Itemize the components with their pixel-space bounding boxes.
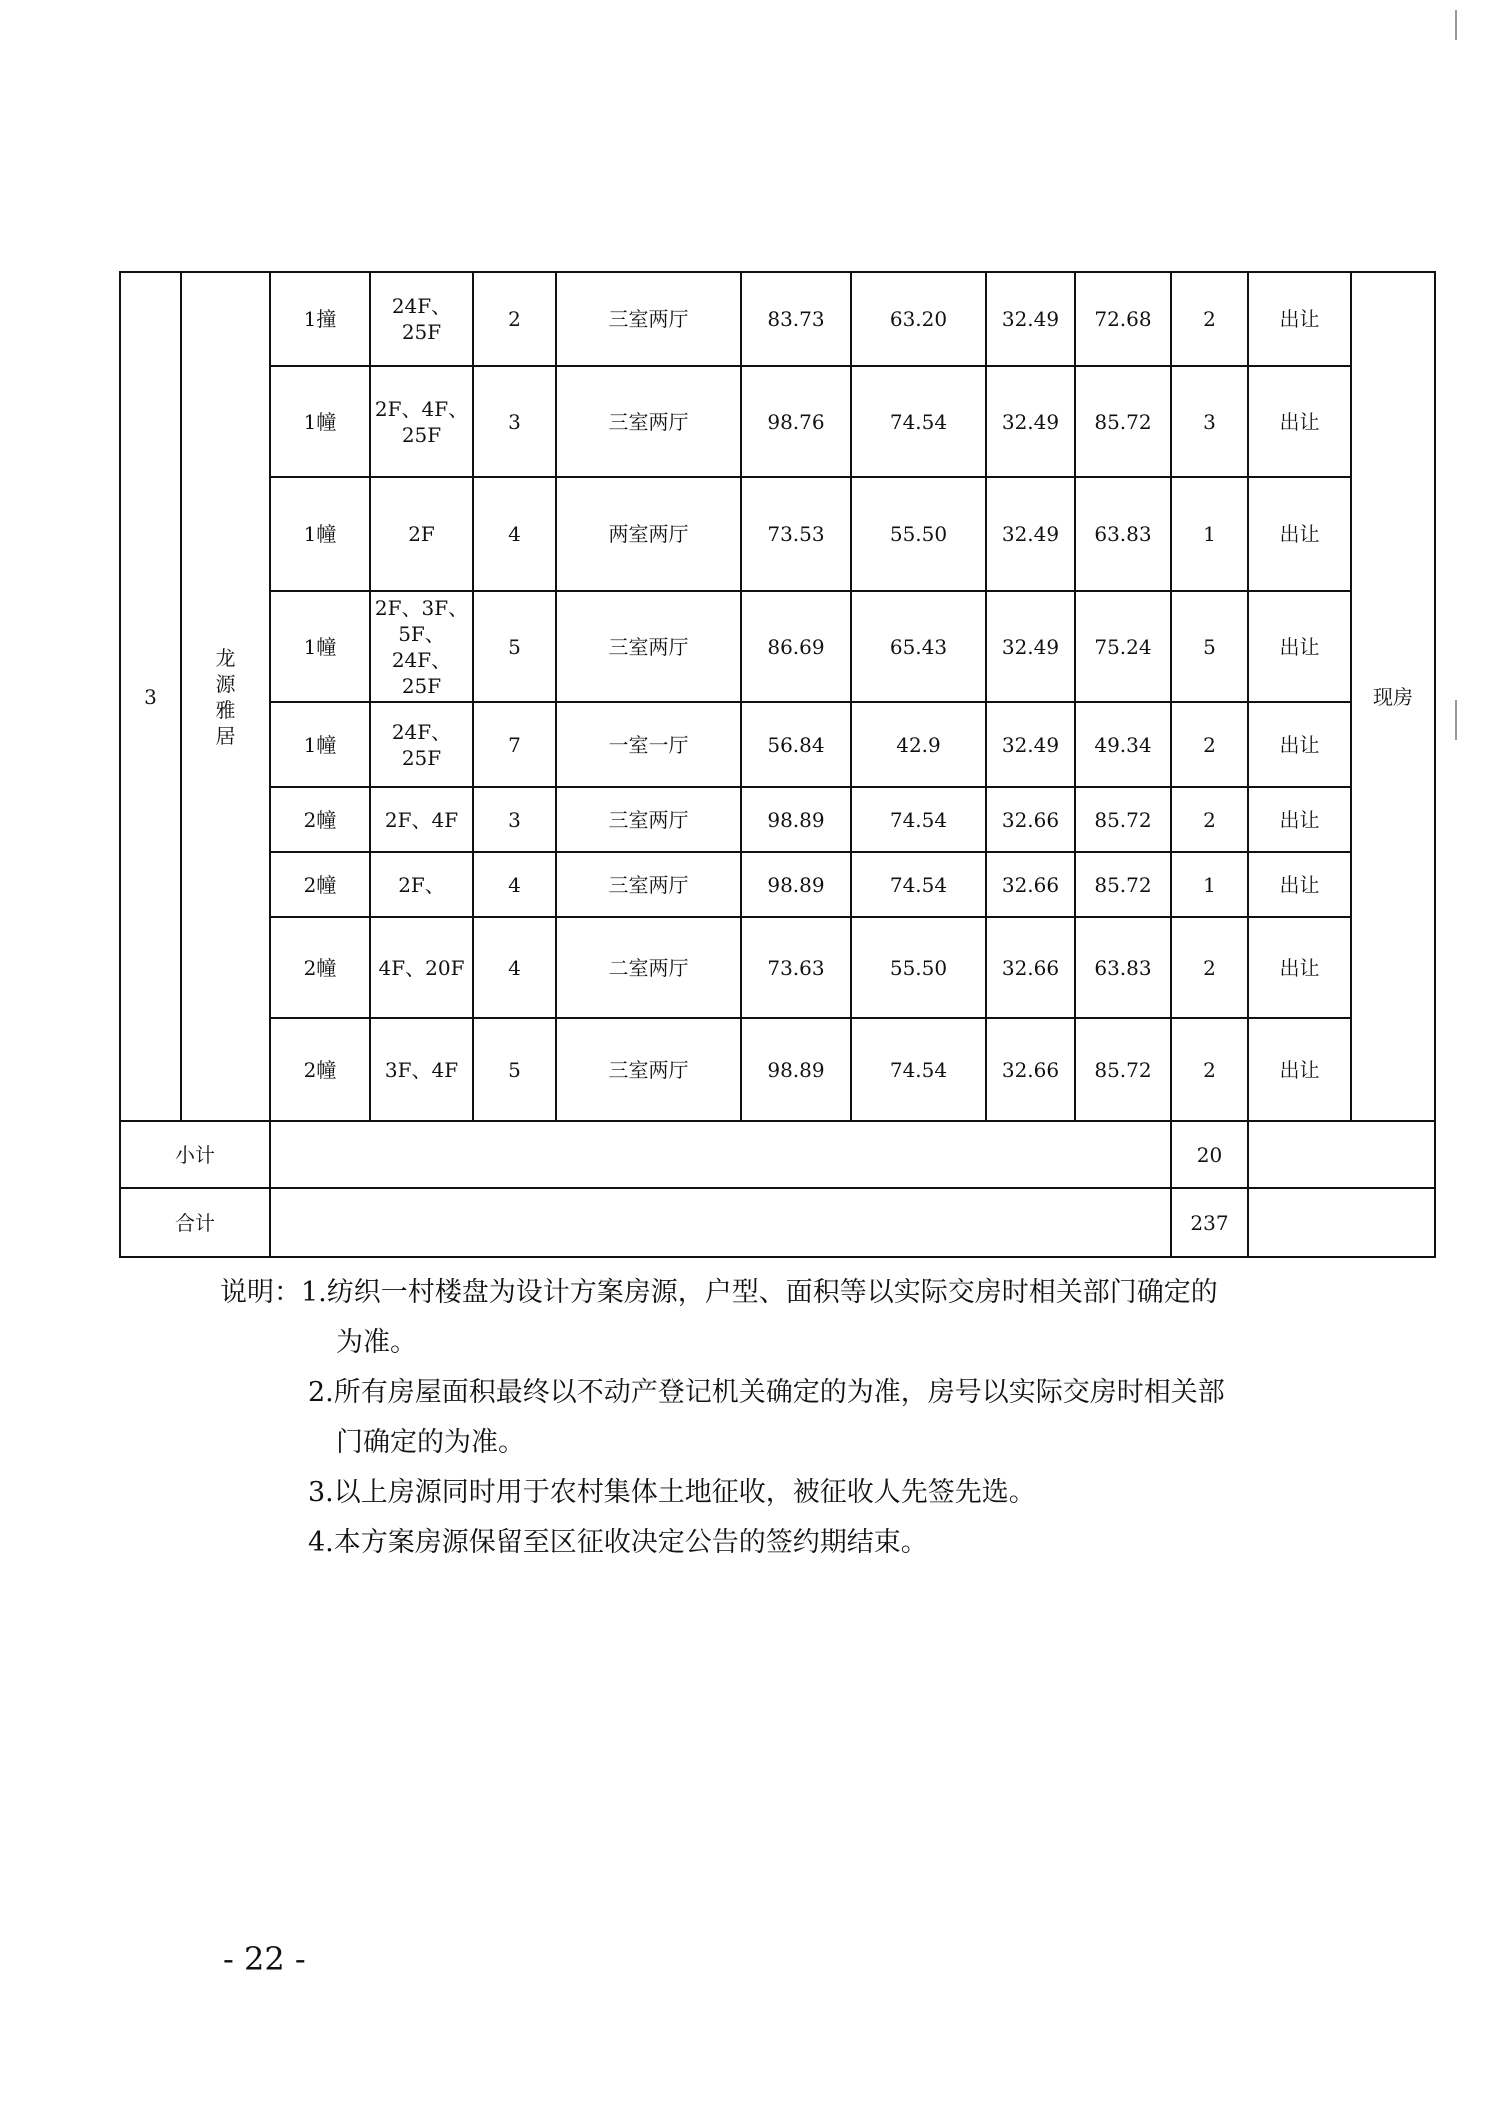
table-cell: 72.68 bbox=[1075, 272, 1171, 366]
housing-table bbox=[119, 271, 1436, 1258]
table-cell: 63.83 bbox=[1075, 917, 1171, 1018]
table-cell: 3 bbox=[1171, 366, 1248, 477]
table-cell: 85.72 bbox=[1075, 366, 1171, 477]
table-cell: 65.43 bbox=[851, 591, 986, 702]
note-4: 4.本方案房源保留至区征收决定公告的签约期结束。 bbox=[308, 1527, 928, 1558]
table-cell: 出让 bbox=[1248, 702, 1351, 787]
table-cell: 73.63 bbox=[741, 917, 851, 1018]
note-2: 2.所有房屋面积最终以不动产登记机关确定的为准，房号以实际交房时相关部 bbox=[308, 1377, 1225, 1408]
empty-cell bbox=[1248, 1188, 1435, 1257]
note-3: 3.以上房源同时用于农村集体土地征收，被征收人先签先选。 bbox=[308, 1477, 1036, 1508]
table-cell: 32.49 bbox=[986, 366, 1075, 477]
table-cell: 75.24 bbox=[1075, 591, 1171, 702]
table-cell: 出让 bbox=[1248, 852, 1351, 917]
note-1-cont: 为准。 bbox=[336, 1327, 417, 1358]
table-cell: 2幢 bbox=[270, 787, 370, 852]
table-cell: 32.66 bbox=[986, 852, 1075, 917]
table-cell: 32.66 bbox=[986, 1018, 1075, 1121]
table-cell: 2F、3F、5F、24F、25F bbox=[370, 591, 473, 702]
table-row bbox=[120, 477, 1435, 591]
table-cell: 2F bbox=[370, 477, 473, 591]
table-cell: 42.9 bbox=[851, 702, 986, 787]
table-cell: 32.66 bbox=[986, 787, 1075, 852]
table-cell: 98.89 bbox=[741, 787, 851, 852]
empty-cell bbox=[270, 1188, 1171, 1257]
empty-cell bbox=[270, 1121, 1171, 1188]
table-cell: 85.72 bbox=[1075, 787, 1171, 852]
table-cell: 74.54 bbox=[851, 1018, 986, 1121]
table-cell: 85.72 bbox=[1075, 852, 1171, 917]
table-row bbox=[120, 272, 1435, 366]
table-cell: 1幢 bbox=[270, 366, 370, 477]
table-cell: 2幢 bbox=[270, 852, 370, 917]
table-cell: 4F、20F bbox=[370, 917, 473, 1018]
table-cell: 85.72 bbox=[1075, 1018, 1171, 1121]
table-cell: 5 bbox=[473, 1018, 556, 1121]
table-cell: 63.83 bbox=[1075, 477, 1171, 591]
table-cell: 三室两厅 bbox=[556, 852, 741, 917]
table-cell: 出让 bbox=[1248, 366, 1351, 477]
table-cell: 三室两厅 bbox=[556, 1018, 741, 1121]
table-cell: 出让 bbox=[1248, 477, 1351, 591]
table-cell: 出让 bbox=[1248, 787, 1351, 852]
table-cell: 83.73 bbox=[741, 272, 851, 366]
table-cell: 74.54 bbox=[851, 366, 986, 477]
scan-edge-mark bbox=[1455, 700, 1457, 740]
total-value: 237 bbox=[1171, 1188, 1248, 1257]
table-cell: 三室两厅 bbox=[556, 787, 741, 852]
table-cell: 3 bbox=[473, 787, 556, 852]
table-cell: 24F、25F bbox=[370, 702, 473, 787]
table-cell: 55.50 bbox=[851, 917, 986, 1018]
table-cell: 1幢 bbox=[270, 702, 370, 787]
table-row bbox=[120, 787, 1435, 852]
table-cell: 1幢 bbox=[270, 591, 370, 702]
table-cell: 74.54 bbox=[851, 852, 986, 917]
table-cell: 4 bbox=[473, 852, 556, 917]
table-cell: 5 bbox=[473, 591, 556, 702]
table-cell: 2 bbox=[1171, 702, 1248, 787]
table-cell: 1幢 bbox=[270, 477, 370, 591]
table-cell: 一室一厅 bbox=[556, 702, 741, 787]
table-cell: 7 bbox=[473, 702, 556, 787]
table-cell: 2F、 bbox=[370, 852, 473, 917]
table-cell: 出让 bbox=[1248, 272, 1351, 366]
empty-cell bbox=[1248, 1121, 1435, 1188]
note-2-cont: 门确定的为准。 bbox=[336, 1427, 525, 1458]
table-cell: 2 bbox=[473, 272, 556, 366]
page-number: - 22 - bbox=[223, 1940, 306, 1978]
table-cell: 74.54 bbox=[851, 787, 986, 852]
scan-edge-mark bbox=[1455, 10, 1457, 40]
table-row bbox=[120, 702, 1435, 787]
table-cell: 4 bbox=[473, 477, 556, 591]
table-cell: 49.34 bbox=[1075, 702, 1171, 787]
table-cell: 98.76 bbox=[741, 366, 851, 477]
table-cell: 2 bbox=[1171, 1018, 1248, 1121]
subtotal-row bbox=[120, 1121, 1435, 1188]
note-1: 1.纺织一村楼盘为设计方案房源，户型、面积等以实际交房时相关部门确定的 bbox=[301, 1277, 1218, 1308]
table-cell: 32.49 bbox=[986, 272, 1075, 366]
table-cell: 56.84 bbox=[741, 702, 851, 787]
table-cell: 3 bbox=[473, 366, 556, 477]
project-name-cell bbox=[181, 272, 270, 1121]
table-cell: 98.89 bbox=[741, 852, 851, 917]
table-cell: 三室两厅 bbox=[556, 272, 741, 366]
table-row bbox=[120, 917, 1435, 1018]
table-cell: 1 bbox=[1171, 477, 1248, 591]
table-cell: 1撞 bbox=[270, 272, 370, 366]
table-cell: 73.53 bbox=[741, 477, 851, 591]
status-cell: 现房 bbox=[1351, 272, 1435, 1121]
table-cell: 2幢 bbox=[270, 1018, 370, 1121]
table-row bbox=[120, 591, 1435, 702]
table-cell: 32.49 bbox=[986, 702, 1075, 787]
notes-prefix: 说明： bbox=[220, 1277, 301, 1308]
table-cell: 二室两厅 bbox=[556, 917, 741, 1018]
table-cell: 86.69 bbox=[741, 591, 851, 702]
table-row bbox=[120, 1018, 1435, 1121]
table-cell: 63.20 bbox=[851, 272, 986, 366]
notes bbox=[220, 1268, 1225, 1568]
subtotal-label: 小计 bbox=[120, 1121, 270, 1188]
table-cell: 2F、4F、25F bbox=[370, 366, 473, 477]
table-cell: 3F、4F bbox=[370, 1018, 473, 1121]
table-cell: 三室两厅 bbox=[556, 366, 741, 477]
total-row bbox=[120, 1188, 1435, 1257]
table-cell: 32.66 bbox=[986, 917, 1075, 1018]
table-cell: 两室两厅 bbox=[556, 477, 741, 591]
table-cell: 2 bbox=[1171, 272, 1248, 366]
table-row bbox=[120, 852, 1435, 917]
group-number: 3 bbox=[120, 272, 181, 1121]
table-cell: 出让 bbox=[1248, 917, 1351, 1018]
table-cell: 2 bbox=[1171, 917, 1248, 1018]
table-cell: 5 bbox=[1171, 591, 1248, 702]
total-label: 合计 bbox=[120, 1188, 270, 1257]
table-cell: 2幢 bbox=[270, 917, 370, 1018]
project-name: 龙源雅居 bbox=[215, 645, 236, 748]
table-cell: 1 bbox=[1171, 852, 1248, 917]
table-cell: 出让 bbox=[1248, 591, 1351, 702]
table-row bbox=[120, 366, 1435, 477]
table-cell: 2F、4F bbox=[370, 787, 473, 852]
table-cell: 24F、25F bbox=[370, 272, 473, 366]
table-cell: 三室两厅 bbox=[556, 591, 741, 702]
table-cell: 出让 bbox=[1248, 1018, 1351, 1121]
table-cell: 4 bbox=[473, 917, 556, 1018]
subtotal-value: 20 bbox=[1171, 1121, 1248, 1188]
table-cell: 32.49 bbox=[986, 591, 1075, 702]
table-cell: 55.50 bbox=[851, 477, 986, 591]
table-cell: 32.49 bbox=[986, 477, 1075, 591]
table-cell: 2 bbox=[1171, 787, 1248, 852]
table-cell: 98.89 bbox=[741, 1018, 851, 1121]
